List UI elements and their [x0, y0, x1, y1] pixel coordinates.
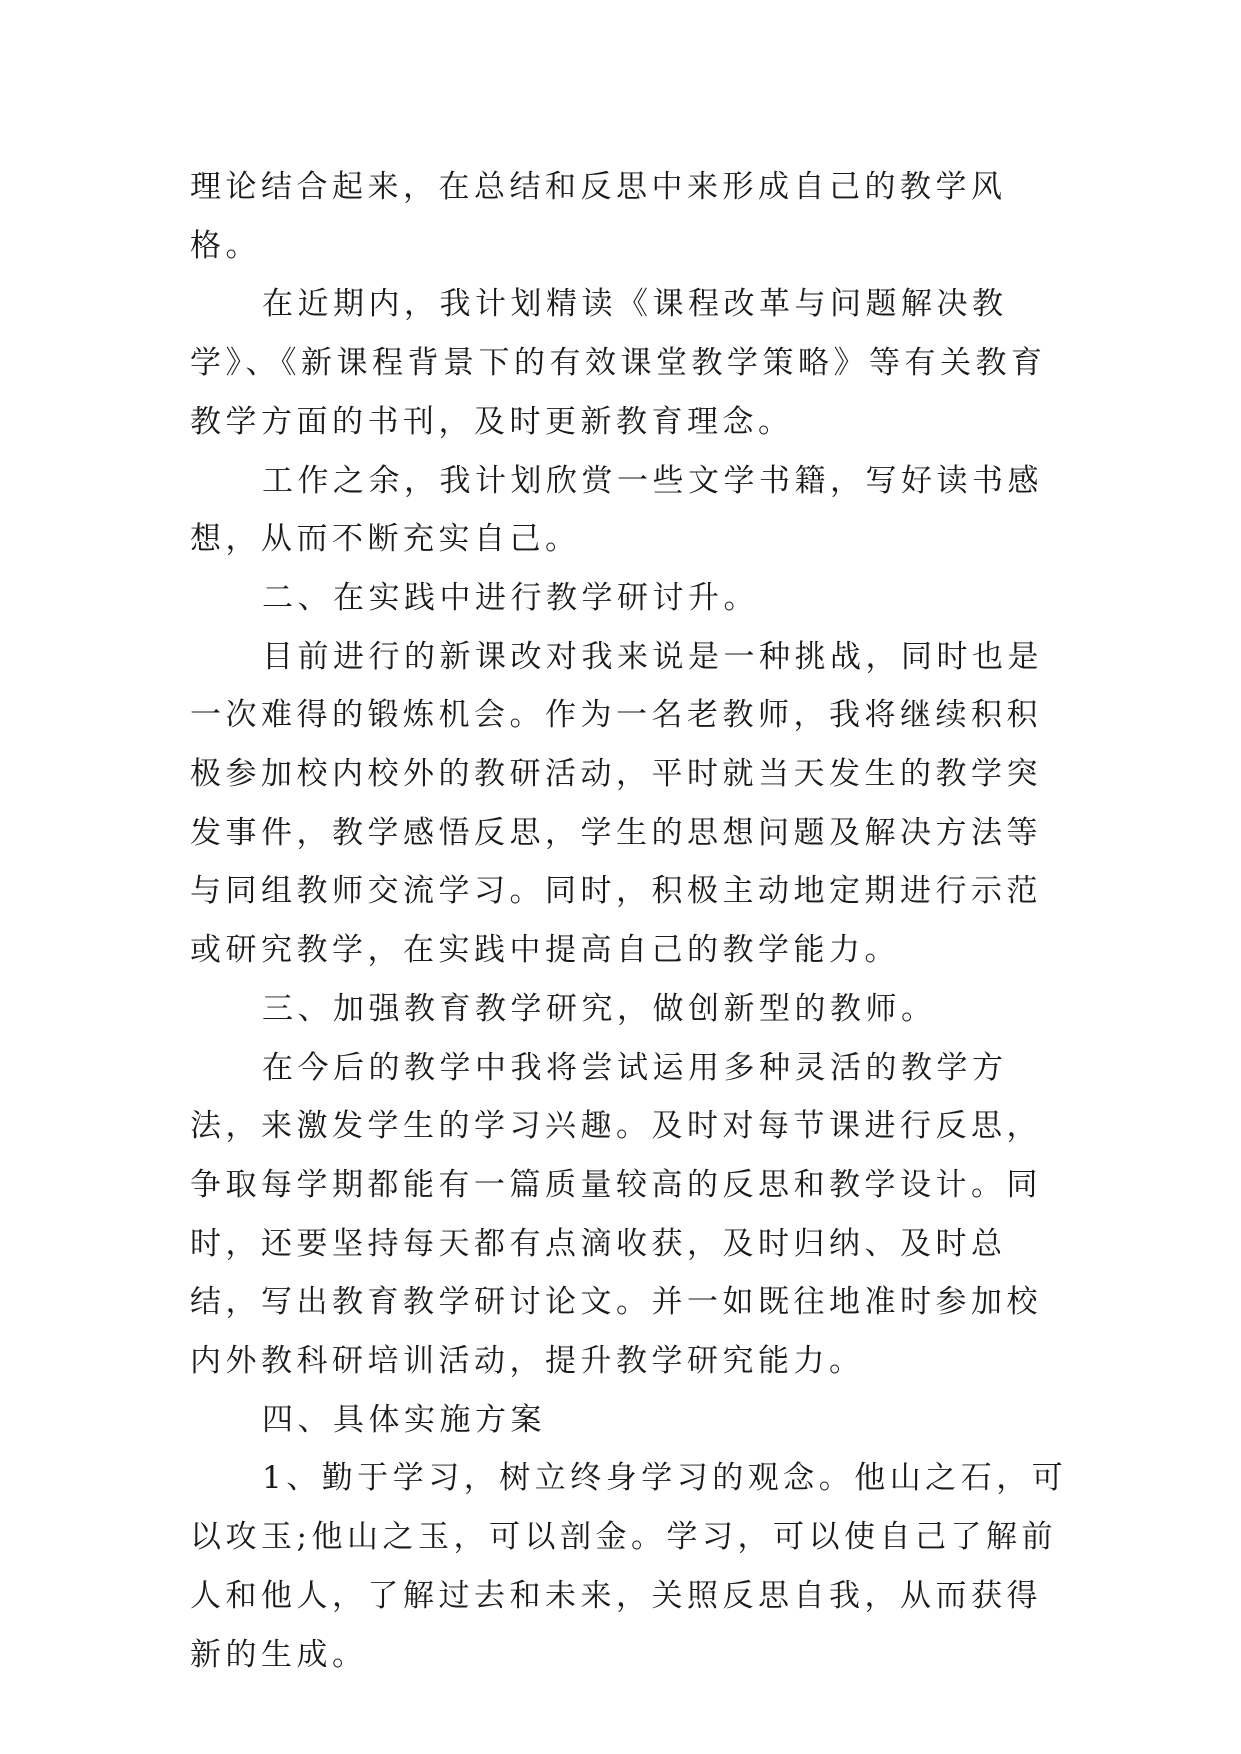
section-heading-3: 三、加强教育教学研究，做创新型的教师。 — [262, 990, 937, 1027]
section-heading-4: 四、具体实施方案 — [262, 1401, 546, 1438]
paragraph-2: 在近期内，我计划精读《课程改革与问题解决教学》、《新课程背景下的有效课堂教学策略》等有关教育教学方面的书刊，及时更新教育理念。 — [190, 286, 1047, 440]
section-heading-2: 二、在实践中进行教学研讨升。 — [262, 579, 759, 616]
paragraph-3: 工作之余，我计划欣赏一些文学书籍，写好读书感想，从而不断充实自己。 — [190, 462, 1043, 558]
document-body — [190, 158, 1070, 1684]
paragraph-7: 在今后的教学中我将尝试运用多种灵活的教学方法，来激发学生的学习兴趣。及时对每节课进行反思，争取每学期都能有一篇质量较高的反思和教学设计。同时，还要坚持每天都有点滴收获，及时归纳、及时总结，写出教育教学研讨论文。并一如既往地准时参加校内外教科研培训活动，提升教学研究能力。 — [190, 1049, 1042, 1380]
paragraph-9: 1、勤于学习，树立终身学习的观念。他山之石，可以攻玉;他山之玉，可以剖金。学习，可以使自己了解前人和他人，了解过去和未来，关照反思自我，从而获得新的生成。 — [190, 1460, 1068, 1673]
paragraph-5: 目前进行的新课改对我来说是一种挑战，同时也是一次难得的锻炼机会。作为一名老教师，我将继续积积极参加校内校外的教研活动，平时就当天发生的教学突发事件，教学感悟反思，学生的思想问题及解决方法等与同组教师交流学习。同时，积极主动地定期进行示范或研究教学，在实践中提高自己的教学能力。 — [190, 638, 1043, 969]
paragraph-1: 理论结合起来，在总结和反思中来形成自己的教学风格。 — [190, 169, 1007, 264]
